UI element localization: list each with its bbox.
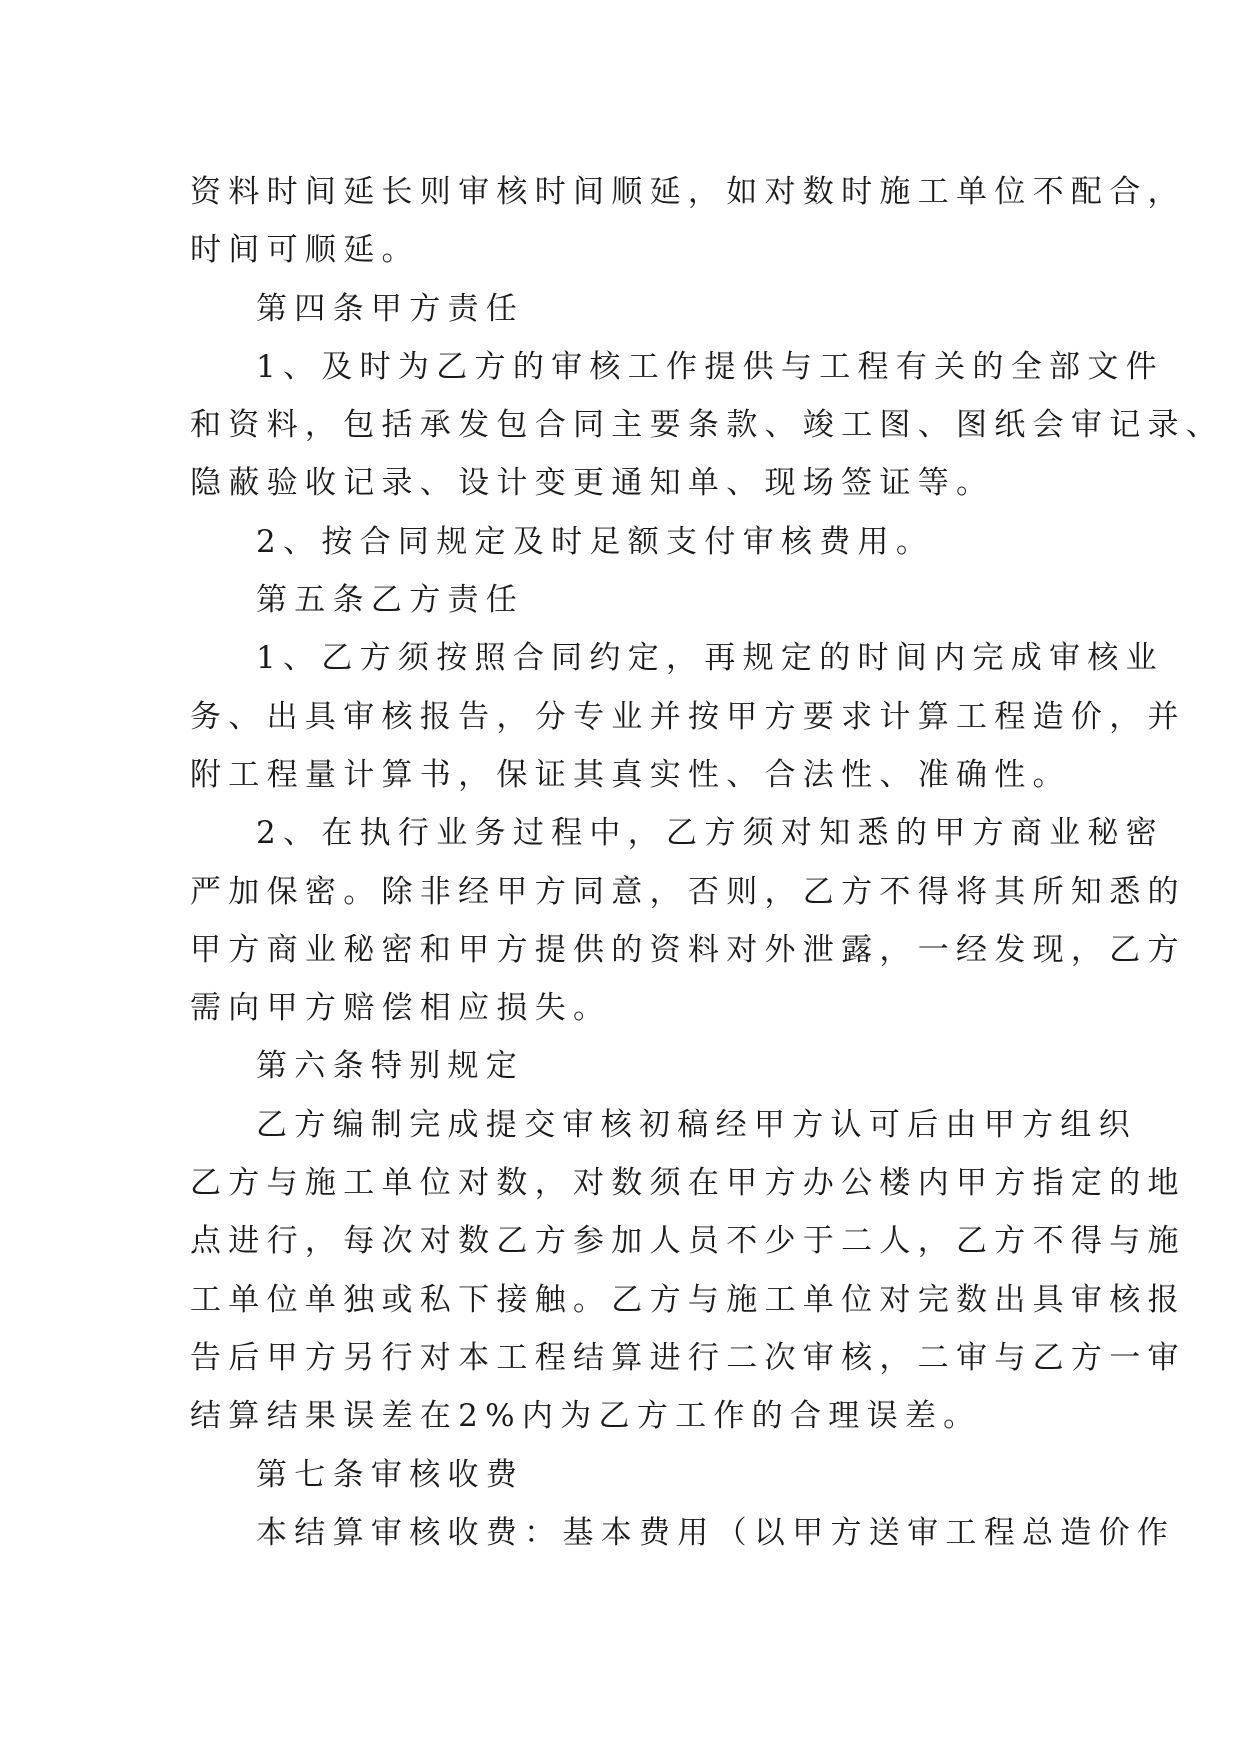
document-body [190,163,1225,1562]
text-line: 时间可顺延。 [190,232,420,269]
text-line: 工单位单独或私下接触。乙方与施工单位对完数出具审核报 [190,1281,1186,1318]
text-line: 甲方商业秘密和甲方提供的资料对外泄露，一经发现，乙方 [190,931,1186,968]
text-line: 2、在执行业务过程中，乙方须对知悉的甲方商业秘密 [256,815,1164,852]
text-line: 附工程量计算书，保证其真实性、合法性、准确性。 [190,756,1071,793]
text-line: 资料时间延长则审核时间顺延，如对数时施工单位不配合， [190,174,1186,210]
text-line: 告后甲方另行对本工程结算进行二次审核，二审与乙方一审 [190,1339,1186,1376]
text-line: 需向甲方赔偿相应损失。 [190,990,612,1027]
text-line: 1、及时为乙方的审核工作提供与工程有关的全部文件 [256,348,1164,385]
text-line: 隐蔽验收记录、设计变更通知单、现场签证等。 [190,465,995,502]
text-line: 点进行，每次对数乙方参加人员不少于二人，乙方不得与施 [190,1223,1186,1260]
section-heading: 第四条甲方责任 [256,290,525,327]
section-heading: 第五条乙方责任 [256,582,525,619]
section-heading: 第七条审核收费 [256,1456,525,1493]
text-line: 乙方与施工单位对数，对数须在甲方办公楼内甲方指定的地 [190,1165,1186,1202]
text-line: 严加保密。除非经甲方同意，否则，乙方不得将其所知悉的 [190,873,1186,910]
section-heading: 第六条特别规定 [256,1048,525,1085]
text-line: 务、出具审核报告，分专业并按甲方要求计算工程造价，并 [190,698,1186,735]
text-line: 乙方编制完成提交审核初稿经甲方认可后由甲方组织 [256,1106,1137,1143]
text-line: 和资料，包括承发包合同主要条款、竣工图、图纸会审记录、 [190,407,1225,444]
text-line: 结算结果误差在2%内为乙方工作的合理误差。 [190,1398,982,1435]
text-line: 1、乙方须按照合同约定，再规定的时间内完成审核业 [256,640,1164,677]
text-line: 本结算审核收费：基本费用（以甲方送审工程总造价作 [256,1514,1176,1551]
text-line: 2、按合同规定及时足额支付审核费用。 [256,523,935,560]
